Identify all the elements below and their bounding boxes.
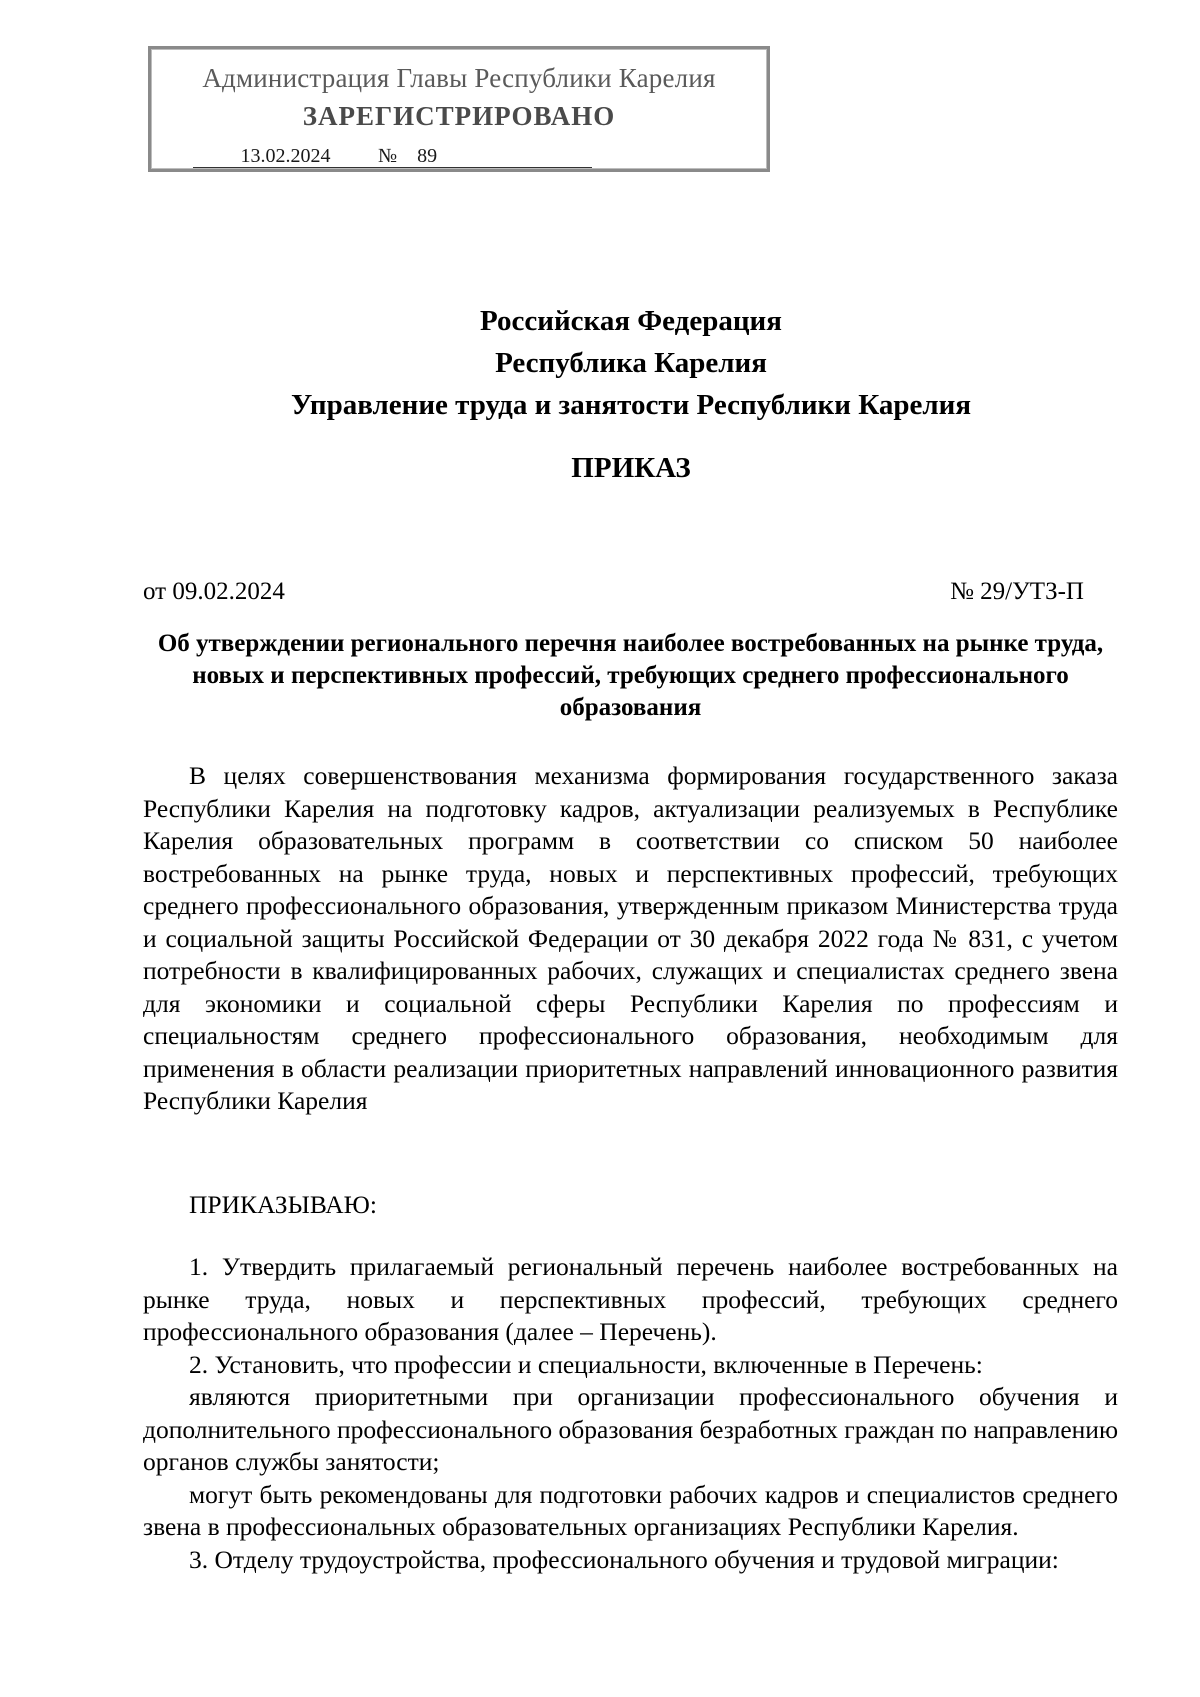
- header-agency: Управление труда и занятости Республики Карелия: [290, 389, 972, 421]
- stamp-number-label: №: [378, 145, 398, 167]
- document-header: [0, 300, 1200, 426]
- stamp-authority: Администрация Главы Республики Карелия: [202, 63, 716, 93]
- order-item-3: 3. Отделу трудоустройства, профессионального обучения и трудовой миграции:: [189, 1544, 1059, 1574]
- document-meta: [143, 578, 1084, 606]
- order-item-2-sub-2: могут быть рекомендованы для подготовки рабочих кадров и специалистов среднего звена в профессиональных образовательных организациях Республики Карелия.: [143, 1479, 1118, 1541]
- header-region: Республика Карелия: [495, 347, 767, 379]
- stamp-registration-line: [193, 145, 592, 168]
- registration-stamp: [148, 46, 770, 172]
- header-country: Российская Федерация: [480, 305, 782, 337]
- order-items: [143, 1251, 1118, 1576]
- preamble-paragraph: В целях совершенствования механизма формирования государственного заказа Республики Карелия на подготовку кадров, актуализации реализуемых в Республике Карелия образовательных программ в соответствии со списком 50 наиболее востребованных на рынке труда, новых и перспективных профессий, требующих среднего профессионального образования, утвержденным приказом Министерства труда и социальной защиты Российской Федерации от 30 декабря 2022 года № 831, с учетом потребности в квалифицированных рабочих, служащих и специалистах среднего звена для экономики и социальной сферы Республики Карелия по профессиям и специальностям среднего профессионального образования, необходимым для применения в области реализации приоритетных направлений инновационного развития Республики Карелия: [143, 761, 1118, 1115]
- stamp-number: 89: [397, 145, 592, 168]
- order-item-2-sub-1: являются приоритетными при организации профессионального обучения и дополнительного профессионального образования безработных граждан по направлению органов службы занятости;: [143, 1382, 1118, 1476]
- stamp-status: ЗАРЕГИСТРИРОВАНО: [302, 101, 616, 131]
- document-title: Об утверждении регионального перечня наиболее востребованных на рынке труда, новых и перспективных профессий, требующих среднего профессионального образования: [157, 630, 1104, 721]
- document-date: от 09.02.2024: [143, 578, 285, 605]
- document-type: ПРИКАЗ: [571, 452, 691, 484]
- order-item-1: 1. Утвердить прилагаемый региональный перечень наиболее востребованных на рынке труда, новых и перспективных профессий, требующих среднего профессионального образования (далее – Перечень).: [143, 1252, 1118, 1346]
- stamp-date: 13.02.2024: [193, 145, 378, 168]
- order-item-2: 2. Установить, что профессии и специальности, включенные в Перечень:: [189, 1349, 983, 1379]
- order-word: ПРИКАЗЫВАЮ:: [189, 1190, 377, 1219]
- document-number: № 29/УТЗ-П: [950, 578, 1084, 605]
- preamble: [143, 760, 1118, 1118]
